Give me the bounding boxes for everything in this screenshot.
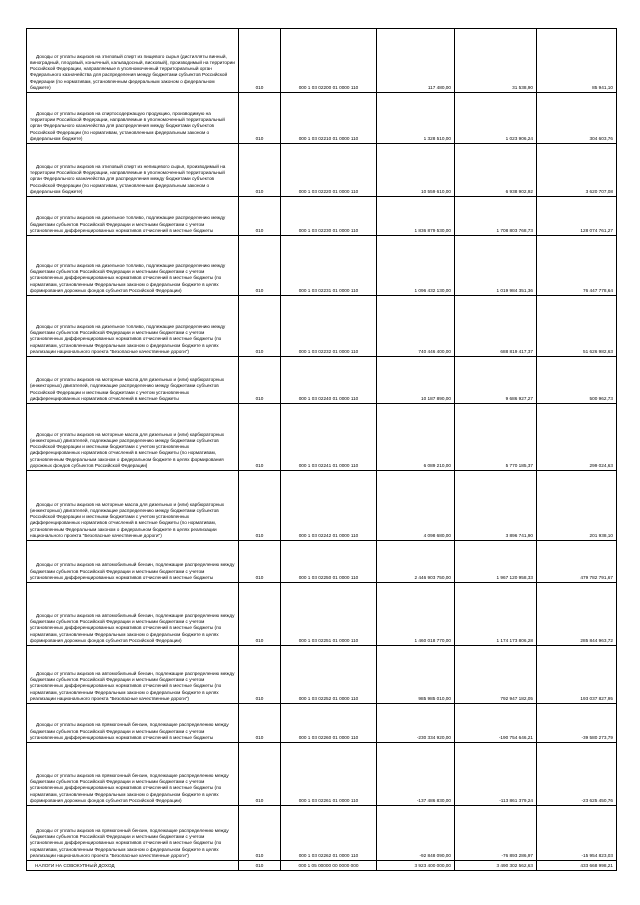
row-approved: 3 923 400 000,00	[377, 861, 455, 871]
table-row	[27, 806, 617, 861]
row-name: Доходы от уплаты акцизов на прямогонный бензин, подлежащие распределению между бюджетами субъектов Российской Федерации и местными бюджетами с учетом установленных дифференцированных нормативов отчислений в местные бюджеты (по нормативам, установленным Федеральным законом о федеральном бюджете в целях реализации национального проекта "Безопасные качественные дороги")	[27, 806, 239, 861]
row-name: НАЛОГИ НА СОВОКУПНЫЙ ДОХОД	[27, 861, 239, 871]
table-row	[27, 471, 617, 541]
row-name: Доходы от уплаты акцизов на моторные масла для дизельных и (или) карбюраторных (инжекторных) двигателей, подлежащие распределению между бюджетами субъектов Российской Федерации и местными бюджетами с учетом установленных дифференцированных нормативов отчислений в местные бюджеты (по нормативам, установленным Федеральным законом о федеральном бюджете в целях реализации национального проекта "Безопасные качественные дороги")	[27, 471, 239, 541]
row-remaining: -39 580 273,79	[537, 704, 617, 743]
row-name: Доходы от уплаты акцизов на автомобильный бензин, подлежащие распределению между бюджетами субъектов Российской Федерации и местными бюджетами с учетом установленных дифференцированных нормативов отчислений в местные бюджеты	[27, 541, 239, 583]
row-kbk: 000 1 03 02261 01 0000 110	[281, 743, 377, 806]
row-approved: 1 328 510,00	[377, 93, 455, 144]
row-executed: 1 023 906,24	[455, 93, 537, 144]
row-approved: 6 089 210,00	[377, 404, 455, 471]
row-approved: -92 848 090,00	[377, 806, 455, 861]
row-code: 010	[239, 861, 281, 871]
row-remaining: 201 938,10	[537, 471, 617, 541]
row-executed: -113 861 379,24	[455, 743, 537, 806]
row-kbk: 000 1 03 02230 01 0000 110	[281, 197, 377, 236]
row-approved: 117 480,00	[377, 29, 455, 93]
row-kbk: 000 1 03 02260 01 0000 110	[281, 704, 377, 743]
table-row	[27, 236, 617, 296]
row-kbk: 000 1 03 02231 01 0000 110	[281, 236, 377, 296]
row-executed: 1 967 120 958,33	[455, 541, 537, 583]
row-name: Доходы от уплаты акцизов на моторные масла для дизельных и (или) карбюраторных (инжекторных) двигателей, подлежащие распределению между бюджетами субъектов Российской Федерации и местными бюджетами с учетом установленных дифференцированных нормативов отчислений в местные бюджеты	[27, 357, 239, 404]
row-name: Доходы от уплаты акцизов на дизельное топливо, подлежащие распределению между бюджетами субъектов Российской Федерации и местными бюджетами с учетом установленных дифференцированных нормативов отчислений в местные бюджеты (по нормативам, установленным Федеральным законом о федеральном бюджете в целях реализации национального проекта "Безопасные качественные дороги")	[27, 296, 239, 357]
row-name: Доходы от уплаты акцизов на дизельное топливо, подлежащие распределению между бюджетами субъектов Российской Федерации и местными бюджетами с учетом установленных дифференцированных нормативов отчислений в местные бюджеты	[27, 197, 239, 236]
table-row	[27, 583, 617, 646]
row-approved: 10 187 890,00	[377, 357, 455, 404]
table-row	[27, 646, 617, 704]
revenue-table	[26, 28, 617, 871]
row-name: Доходы от уплаты акцизов на спиртосодержащую продукцию, производимую на территории Российской Федерации, направляемые в уполномоченный территориальный орган Федерального казначейства для распределения между бюджетами субъектов Российской Федерации (по нормативам, установленным федеральным законом о федеральном бюджете)	[27, 93, 239, 144]
row-executed: 1 174 173 806,28	[455, 583, 537, 646]
row-executed: 1 019 984 351,36	[455, 236, 537, 296]
row-code: 010	[239, 236, 281, 296]
row-code: 010	[239, 93, 281, 144]
row-name: Доходы от уплаты акцизов на этиловый спирт из пищевого сырья (дистилляты винный, виноградный, плодовый, коньячный, кальвадосный, висковый), производимый на территории Российской Федерации, направляемые в уполномоченный территориальный орган Федерального казначейства для распределения между бюджетами субъектов Российской Федерации (по нормативам, установленным федеральным законом о федеральном бюджете)	[27, 29, 239, 93]
row-kbk: 000 1 05 00000 00 0000 000	[281, 861, 377, 871]
row-code: 010	[239, 404, 281, 471]
row-remaining: 85 941,10	[537, 29, 617, 93]
row-name: Доходы от уплаты акцизов на прямогонный бензин, подлежащие распределению между бюджетами субъектов Российской Федерации и местными бюджетами с учетом установленных дифференцированных нормативов отчислений в местные бюджеты (по нормативам, установленным Федеральным законом о федеральном бюджете в целях формирования дорожных фондов субъектов Российской Федерации)	[27, 743, 239, 806]
row-code: 010	[239, 583, 281, 646]
table-row	[27, 404, 617, 471]
row-remaining: 76 447 778,64	[537, 236, 617, 296]
row-kbk: 000 1 03 02241 01 0000 110	[281, 404, 377, 471]
row-code: 010	[239, 471, 281, 541]
row-kbk: 000 1 03 02250 01 0000 110	[281, 541, 377, 583]
row-executed: -190 754 646,21	[455, 704, 537, 743]
row-remaining: 193 037 827,95	[537, 646, 617, 704]
row-kbk: 000 1 03 02220 01 0000 110	[281, 144, 377, 197]
row-code: 010	[239, 541, 281, 583]
table-row-total	[27, 861, 617, 871]
row-remaining: -15 954 823,03	[537, 806, 617, 861]
row-kbk: 000 1 03 02242 01 0000 110	[281, 471, 377, 541]
row-approved: 1 096 432 130,00	[377, 236, 455, 296]
row-kbk: 000 1 03 02240 01 0000 110	[281, 357, 377, 404]
row-code: 010	[239, 743, 281, 806]
table-row	[27, 296, 617, 357]
row-remaining: 433 668 998,21	[537, 861, 617, 871]
row-executed: 3 490 302 562,63	[455, 861, 537, 871]
row-approved: 10 559 610,00	[377, 144, 455, 197]
row-remaining: -23 625 450,76	[537, 743, 617, 806]
row-executed: 5 770 185,37	[455, 404, 537, 471]
row-approved: 1 836 879 530,00	[377, 197, 455, 236]
row-name: Доходы от уплаты акцизов на автомобильный бензин, подлежащие распределению между бюджетами субъектов Российской Федерации и местными бюджетами с учетом установленных дифференцированных нормативов отчислений в местные бюджеты (по нормативам, установленным Федеральным законом о федеральном бюджете в целях реализации национального проекта "Безопасные качественные дороги")	[27, 646, 239, 704]
row-approved: 985 985 010,00	[377, 646, 455, 704]
row-approved: 740 446 400,00	[377, 296, 455, 357]
row-code: 010	[239, 357, 281, 404]
row-kbk: 000 1 03 02251 01 0000 110	[281, 583, 377, 646]
row-code: 010	[239, 29, 281, 93]
row-kbk: 000 1 03 02200 01 0000 110	[281, 29, 377, 93]
row-remaining: 51 626 982,63	[537, 296, 617, 357]
row-approved: 4 098 680,00	[377, 471, 455, 541]
row-executed: 792 947 182,05	[455, 646, 537, 704]
row-code: 010	[239, 646, 281, 704]
row-kbk: 000 1 03 02262 01 0000 110	[281, 806, 377, 861]
row-code: 010	[239, 704, 281, 743]
table-row	[27, 357, 617, 404]
table-row	[27, 704, 617, 743]
table-row	[27, 93, 617, 144]
row-name: Доходы от уплаты акцизов на моторные масла для дизельных и (или) карбюраторных (инжекторных) двигателей, подлежащие распределению между бюджетами субъектов Российской Федерации и местными бюджетами с учетом установленных дифференцированных нормативов отчислений в местные бюджеты (по нормативам, установленным Федеральным законом о федеральном бюджете в целях формирования дорожных фондов субъектов Российской Федерации)	[27, 404, 239, 471]
row-executed: -76 893 286,97	[455, 806, 537, 861]
row-code: 010	[239, 296, 281, 357]
row-executed: 1 708 803 768,73	[455, 197, 537, 236]
row-approved: 1 460 018 770,00	[377, 583, 455, 646]
row-executed: 9 686 927,27	[455, 357, 537, 404]
row-remaining: 299 024,63	[537, 404, 617, 471]
row-approved: -137 486 830,00	[377, 743, 455, 806]
row-code: 010	[239, 197, 281, 236]
table-row	[27, 29, 617, 93]
table-row	[27, 144, 617, 197]
row-remaining: 304 603,76	[537, 93, 617, 144]
row-remaining: 3 620 707,08	[537, 144, 617, 197]
table-row	[27, 197, 617, 236]
row-executed: 3 896 741,90	[455, 471, 537, 541]
row-kbk: 000 1 03 02232 01 0000 110	[281, 296, 377, 357]
row-kbk: 000 1 03 02252 01 0000 110	[281, 646, 377, 704]
row-kbk: 000 1 03 02210 01 0000 110	[281, 93, 377, 144]
row-name: Доходы от уплаты акцизов на дизельное топливо, подлежащие распределению между бюджетами субъектов Российской Федерации и местными бюджетами с учетом установленных дифференцированных нормативов отчислений в местные бюджеты (по нормативам, установленным Федеральным законом о федеральном бюджете в целях формирования дорожных фондов субъектов Российской Федерации)	[27, 236, 239, 296]
row-approved: 2 446 903 750,00	[377, 541, 455, 583]
report-sheet	[26, 28, 616, 871]
row-code: 010	[239, 144, 281, 197]
row-remaining: 479 782 791,67	[537, 541, 617, 583]
row-name: Доходы от уплаты акцизов на этиловый спирт из непищевого сырья, производимый на территории Российской Федерации, направляемые в уполномоченный территориальный орган Федерального казначейства для распределения между бюджетами субъектов Российской Федерации (по нормативам, установленным федеральным законом о федеральном бюджете)	[27, 144, 239, 197]
row-name: Доходы от уплаты акцизов на автомобильный бензин, подлежащие распределению между бюджетами субъектов Российской Федерации и местными бюджетами с учетом установленных дифференцированных нормативов отчислений в местные бюджеты (по нормативам, установленным Федеральным законом о федеральном бюджете в целях формирования дорожных фондов субъектов Российской Федерации)	[27, 583, 239, 646]
row-executed: 688 819 417,37	[455, 296, 537, 357]
table-row	[27, 541, 617, 583]
row-name: Доходы от уплаты акцизов на прямогонный бензин, подлежащие распределению между бюджетами субъектов Российской Федерации и местными бюджетами с учетом установленных дифференцированных нормативов отчислений в местные бюджеты	[27, 704, 239, 743]
row-code: 010	[239, 806, 281, 861]
table-row	[27, 743, 617, 806]
row-approved: -230 334 920,00	[377, 704, 455, 743]
row-remaining: 500 962,73	[537, 357, 617, 404]
row-executed: 31 538,90	[455, 29, 537, 93]
row-remaining: 128 074 761,27	[537, 197, 617, 236]
row-remaining: 285 844 963,72	[537, 583, 617, 646]
row-executed: 6 938 902,92	[455, 144, 537, 197]
